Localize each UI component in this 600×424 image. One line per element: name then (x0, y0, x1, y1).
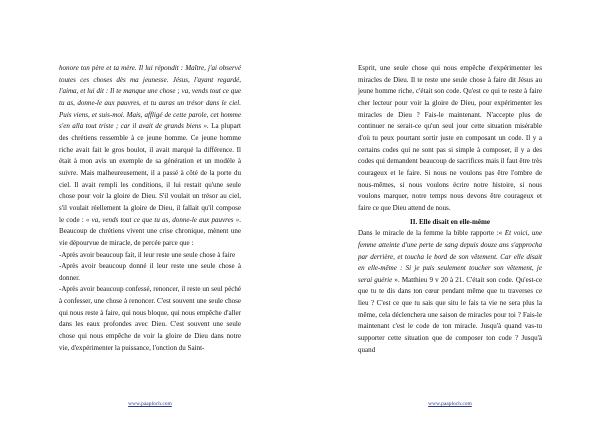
body-text: . Beaucoup de chrétiens vivent une crise chronique, mènent une vie dépourvue de miracle, de percée parce que : (59, 215, 241, 247)
body-text: -Après avoir beaucoup confessé, renoncer, il reste un seul péché à confesser, une chose à renoncer. C'est souvent une seule chose qui nous reste à faire, qui nous bloque, qui nous empêche d'aller dans les eaux profondes avec Dieu. C'est souvent une seule chose qui nous empêche de voir la gloire de Dieu dans notre vie, d'expérimenter la puissance, l'onction du Saint- (59, 285, 241, 352)
paragraph (59, 284, 241, 354)
italic-quote-text: honore ton père et ta mère. Il lui répondit : Maître, j'ai observé toutes ces choses dès ma jeunesse. Jésus, l'ayant regardé, l'aima, et lui dit : Il te manque une chose ; va, vends tout ce que tu as, donne-le aux pauvres, et tu auras un trésor dans le ciel. Puis viens, et suis-moi. Mais, affligé de cette parole, cet homme s'en alla tout triste ; car il avait de grands biens ». (59, 64, 241, 131)
section-heading: II. Elle disait en elle-même (409, 217, 491, 226)
italic-quote-text: Et voici, une femme atteinte d'une perte de sang depuis douze ans s'approcha par derrière, et toucha le bord de son vêtement. Car elle disait en elle-même : Si je puis seulement toucher son vêtement, je serai guérie (358, 229, 543, 284)
right-paragraphs-before (358, 63, 542, 215)
italic-quote-text: « va, vends tout ce que tu as, donne-le aux pauvres » (85, 215, 240, 224)
paragraph (358, 63, 542, 215)
body-text: La plupart des chrétiens ressemble à ce jeune homme. Ce jeune homme riche avait fait le gros boulot, il avait marqué la différence. Il était à mon avis un exemple de sa génération et un modèle à suivre. Mais malheureusement, il a passé à côté de la porte du ciel. Il avait rempli les conditions, il lui restait qu'une seule chose pour voir la gloire de Dieu. S'il voulait un trésor au ciel, s'il voulait réellement la gloire de Dieu, il fallait qu'il compose le code : (59, 122, 241, 224)
body-text: Esprit, une seule chose qui nous empêche d'expérimenter les miracles de Dieu. Il te reste une seule chose à faire dit Jésus au jeune homme riche, c'était son code. Qu'est ce qui te reste à faire cher lecteur pour voir la gloire de Dieu, pour expérimenter les miracles de Dieu ? Fais-le maintenant. N'accepte plus de continuer ne serait-ce qu'un seul jour cette situation misérable d'où tu peux pourtant sortir juste en composant un code. Il y a certains codes qui ne sont pas si simple à composer, il y a des codes qui demandent beaucoup de sacrifices mais il faut être très courageux et le faire. Si nous ne voulons pas être l'ombre de nous-mêmes, si nous voulons écrire notre histoire, si nous voulons marquer, notre temps nous devons être courageux et faire ce que Dieu attend de nous. (358, 64, 542, 212)
paragraph (59, 261, 241, 284)
body-text: -Après avoir beaucoup donné il leur reste une seule chose à donner. (59, 262, 241, 282)
right-text-column (358, 63, 542, 356)
body-text: Dans le miracle de la femme la bible rapporte :« (358, 229, 505, 238)
left-text-column (59, 63, 241, 354)
paragraph (59, 63, 241, 250)
right-page (300, 0, 600, 424)
paragraph (358, 228, 542, 356)
right-paragraphs-after (358, 228, 542, 356)
body-text: ». Matthieu 9 v 20 à 21. C'était son code. Qu'est-ce que tu te dis dans ton cœur pendant même que tu traverses ce lieu ? C'est ce que tu sais que situ le fais ta vie ne sera plus la même, cela déclenchera une saison de miracles pour toi ? Fais-le maintenant c'est le code de ton miracle. Jusqu'à quand vas-tu supporter cette situation que de composer ton code ? Jusqu'à quand (358, 275, 543, 354)
left-footer-link[interactable]: www.paaploch.com (128, 401, 172, 407)
right-footer-link[interactable]: www.paaploch.com (428, 401, 472, 407)
body-text: -Après avoir beaucoup fait, il leur reste une seule chose à faire (59, 250, 236, 259)
paragraph (59, 250, 241, 262)
